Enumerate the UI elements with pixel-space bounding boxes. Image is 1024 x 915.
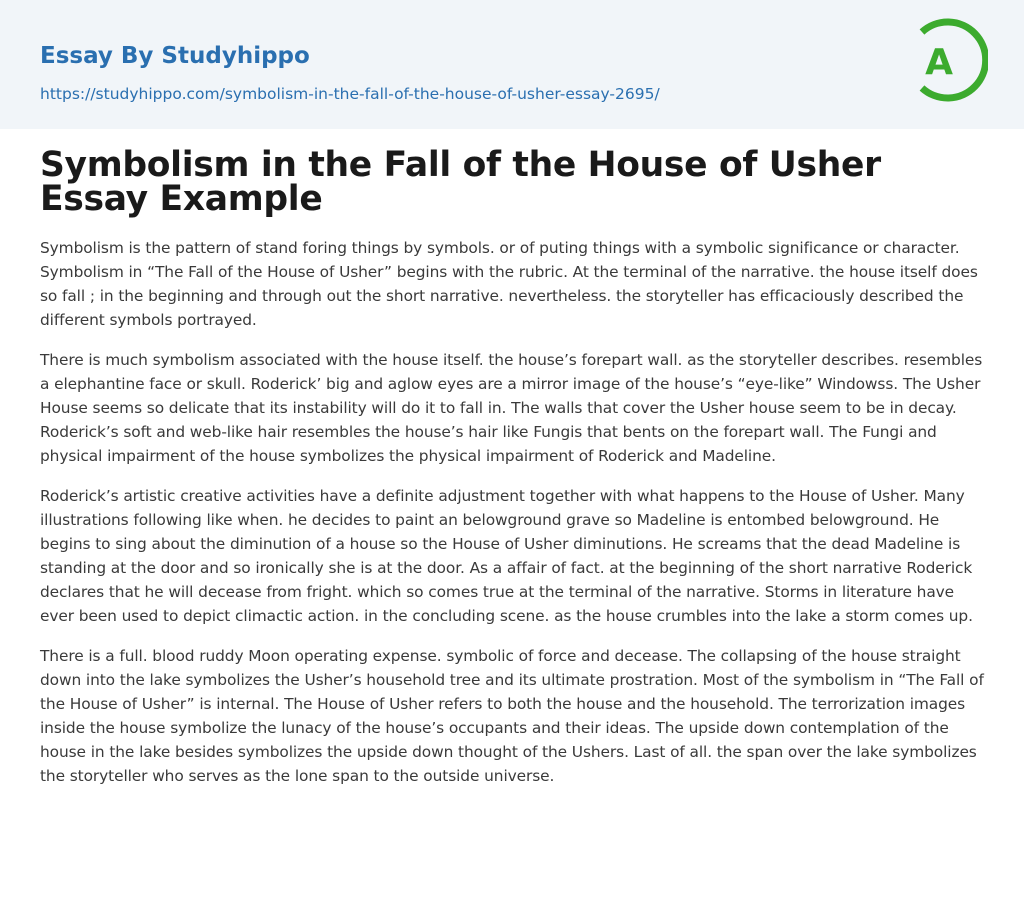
- brand-name[interactable]: Essay By Studyhippo: [40, 43, 310, 69]
- studyhippo-logo[interactable]: [910, 18, 988, 106]
- paragraph-4: There is a full. blood ruddy Moon operating expense. symbolic of force and decease. The collapsing of the house straight down into the lake symbolizes the Usher’s household tree and its ultimate prostration. Most of the symbolism in “The Fall of the House of Usher” is internal. The House of Usher refers to both the house and the household. The terrorization images inside the house symbolize the lunacy of the house’s occupants and their ideas. The upside down contemplation of the house in the lake besides symbolizes the upside down thought of the Ushers. Last of all. the span over the lake symbolizes the storyteller who serves as the lone span to the outside universe.: [40, 647, 984, 785]
- paragraph-2: There is much symbolism associated with the house itself. the house’s forepart wall. as the storyteller describes. resembles a elephantine face or skull. Roderick’ big and aglow eyes are a mirror image of the house’s “eye-like” Windowss. The Usher House seems so delicate that its instability will do it to fall in. The walls that cover the Usher house seem to be in decay. Roderick’s soft and web-like hair resembles the house’s hair like Fungis that bents on the forepart wall. The Fungi and physical impairment of the house symbolizes the physical impairment of Roderick and Madeline.: [40, 351, 983, 465]
- logo-a-icon: [910, 18, 988, 106]
- paragraph-1: Symbolism is the pattern of stand foring things by symbols. or of puting things with a symbolic significance or character. Symbolism in “The Fall of the House of Usher” begins with the rubric. At the terminal of the narrative. the house itself does so fall ; in the beginning and through out the short narrative. nevertheless. the storyteller has efficaciously described the different symbols portrayed.: [40, 239, 978, 329]
- logo-letter: A: [925, 42, 953, 83]
- article-content: [40, 145, 990, 804]
- paragraph-3: Roderick’s artistic creative activities have a definite adjustment together with what happens to the House of Usher. Many illustrations following like when. he decides to paint an belowground grave so Madeline is entombed belowground. He begins to sing about the diminution of a house so the House of Usher diminutions. He screams that the dead Madeline is standing at the door and so ironically she is at the door. As a affair of fact. at the beginning of the short narrative Roderick declares that he will decease from fright. which so comes true at the terminal of the narrative. Storms in literature have ever been used to depict climactic action. in the concluding scene. as the house crumbles into the lake a storm comes up.: [40, 487, 973, 625]
- page-title: Symbolism in the Fall of the House of Usher Essay Example: [40, 145, 881, 219]
- essay-url-link[interactable]: https://studyhippo.com/symbolism-in-the-fall-of-the-house-of-usher-essay-2695/: [40, 85, 660, 103]
- site-header: [0, 0, 1024, 129]
